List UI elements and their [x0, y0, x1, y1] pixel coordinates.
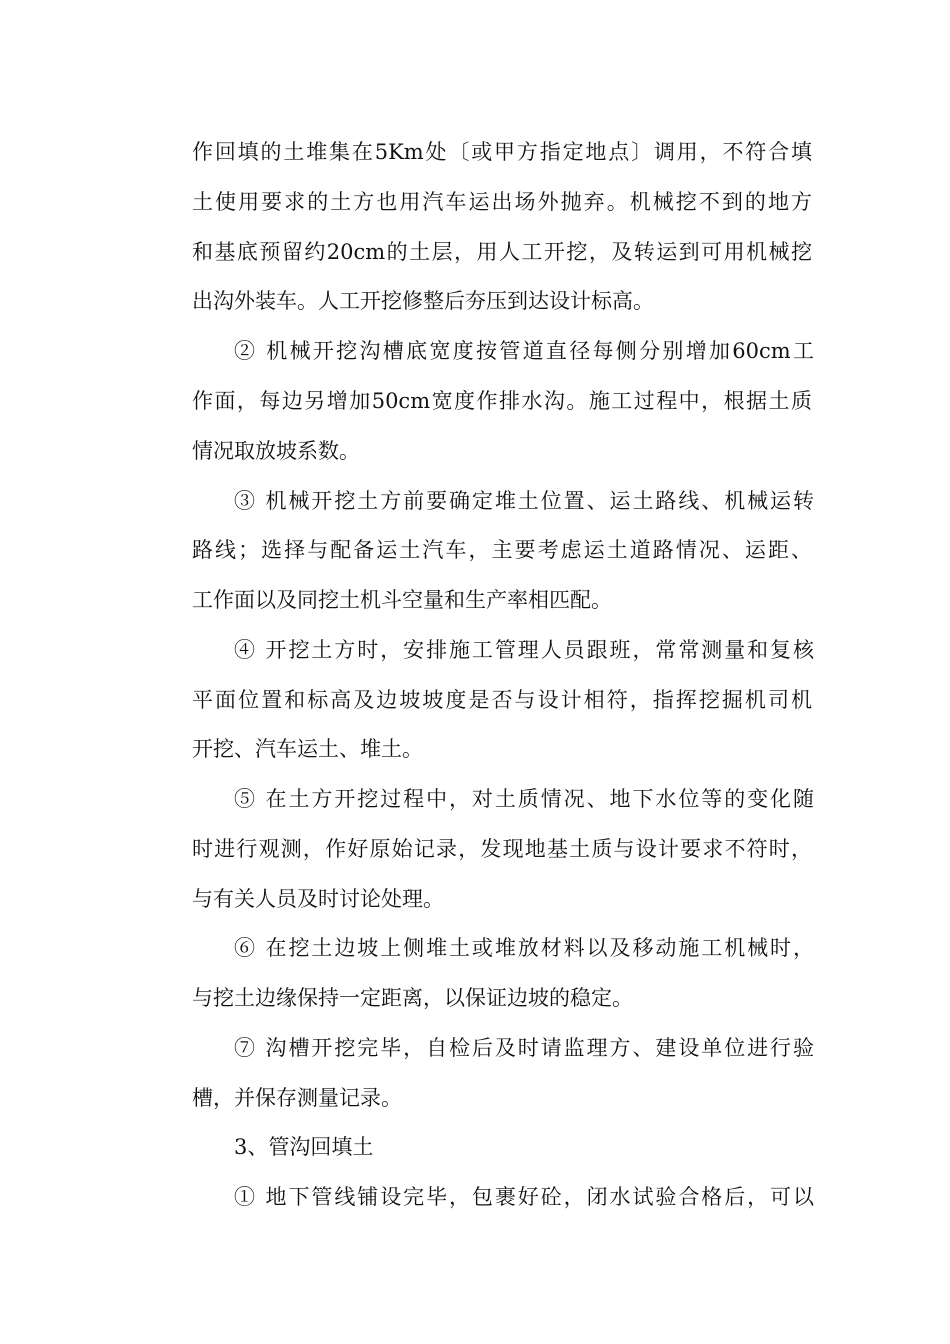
paragraph-line: 作面，每边另增加50cm宽度作排水沟。施工过程中，根据土质	[192, 389, 812, 413]
paragraph-line: 开挖、汽车运土、堆土。	[192, 737, 423, 761]
paragraph-line: 时进行观测，作好原始记录，发现地基土质与设计要求不符时，	[192, 837, 812, 861]
paragraph-line: ① 地下管线铺设完毕，包裹好砼，闭水试验合格后，可以	[234, 1185, 814, 1209]
paragraph-line: ④ 开挖土方时，安排施工管理人员跟班，常常测量和复核	[234, 638, 814, 662]
paragraph-line: 情况取放坡系数。	[192, 439, 360, 463]
paragraph-line: 出沟外装车。人工开挖修整后夯压到达设计标高。	[192, 289, 654, 313]
paragraph-line: 工作面以及同挖土机斗空量和生产率相匹配。	[192, 588, 612, 612]
paragraph-line: 与有关人员及时讨论处理。	[192, 887, 444, 911]
paragraph-line: ⑦ 沟槽开挖完毕，自检后及时请监理方、建设单位进行验	[234, 1036, 814, 1060]
paragraph-line: ⑥ 在挖土边坡上侧堆土或堆放材料以及移动施工机械时，	[234, 936, 814, 960]
paragraph-line: ③ 机械开挖土方前要确定堆土位置、运土路线、机械运转	[234, 489, 814, 513]
paragraph-line: 和基底预留约20cm的土层，用人工开挖，及转运到可用机械挖	[192, 240, 812, 264]
paragraph-line: 土使用要求的土方也用汽车运出场外抛弃。机械挖不到的地方	[192, 190, 812, 214]
paragraph-line: 平面位置和标高及边坡坡度是否与设计相符，指挥挖掘机司机	[192, 688, 812, 712]
paragraph-line: ⑤ 在土方开挖过程中，对土质情况、地下水位等的变化随	[234, 787, 814, 811]
paragraph-line: 与挖土边缘保持一定距离，以保证边坡的稳定。	[192, 986, 633, 1010]
paragraph-line: 槽，并保存测量记录。	[192, 1086, 402, 1110]
paragraph-line: 作回填的土堆集在5Km处〔或甲方指定地点〕调用，不符合填	[192, 140, 812, 164]
section-heading: 3、管沟回填土	[234, 1135, 374, 1159]
paragraph-line: ② 机械开挖沟槽底宽度按管道直径每侧分别增加60cm工	[234, 339, 814, 363]
paragraph-line: 路线；选择与配备运土汽车，主要考虑运土道路情况、运距、	[192, 538, 812, 562]
